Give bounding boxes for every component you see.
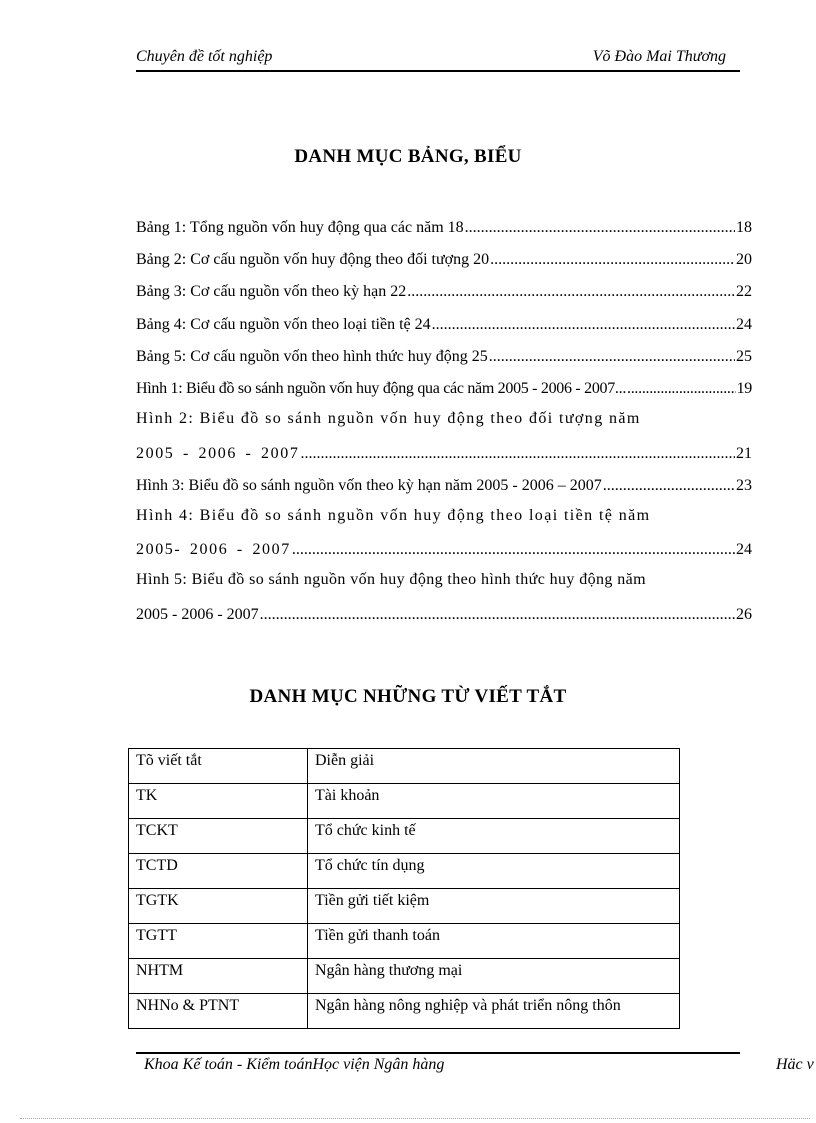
toc-leader xyxy=(603,476,735,496)
header-right-text: Võ Đào Mai Thương xyxy=(592,48,726,65)
table-cell-abbr: TK xyxy=(129,784,308,819)
toc-entry[interactable] xyxy=(136,216,752,238)
table-row xyxy=(129,889,680,924)
footer-right-text: Häc v xyxy=(776,1056,814,1073)
table-cell-abbr: TCKT xyxy=(129,819,308,854)
toc-entry-wrapped-line[interactable] xyxy=(136,570,752,592)
toc-entry-page: 22 xyxy=(736,283,752,300)
toc-entry-page: 21 xyxy=(736,445,752,462)
toc-leader xyxy=(490,250,735,270)
toc-entry[interactable] xyxy=(136,603,752,625)
table-cell-meaning: Ngân hàng thương mại xyxy=(308,959,680,994)
toc-entry[interactable] xyxy=(136,474,752,496)
toc-entry-page: 19 xyxy=(736,380,752,397)
table-cell-meaning: Tiền gửi tiết kiệm xyxy=(308,889,680,924)
toc-entry-text: 2005 - 2006 - 2007 xyxy=(136,606,259,623)
toc-entry-text: 2005- 2006 - 2007 xyxy=(136,541,291,558)
toc-entry[interactable] xyxy=(136,345,752,367)
toc-entry-text: Hình 3: Biểu đồ so sánh nguồn vốn theo kỳ hạn năm 2005 - 2006 – 2007 xyxy=(136,477,602,494)
toc-entry-text: Bảng 3: Cơ cấu nguồn vốn theo kỳ hạn 22 xyxy=(136,283,407,300)
toc-entry[interactable] xyxy=(136,313,752,335)
toc-entry-text: Hình 1: Biểu đồ so sánh nguồn vốn huy động qua các năm 2005 - 2006 - 2007... xyxy=(136,380,627,397)
footer-rule xyxy=(136,1052,740,1054)
table-row xyxy=(129,994,680,1029)
table-row xyxy=(129,854,680,889)
toc-entry-text-line1: Hình 2: Biểu đồ so sánh nguồn vốn huy động theo đối tượng năm xyxy=(136,410,641,427)
toc-leader xyxy=(292,540,735,560)
toc-leader xyxy=(260,605,735,625)
table-cell-meaning: Tổ chức tín dụng xyxy=(308,854,680,889)
abbreviations-table xyxy=(128,748,680,1029)
table-row xyxy=(129,924,680,959)
toc-entry-page: 26 xyxy=(736,606,752,623)
table-cell-abbr: NHTM xyxy=(129,959,308,994)
toc-entry-page: 18 xyxy=(736,219,752,236)
table-cell-meaning: Ngân hàng nông nghiệp và phát triển nông thôn xyxy=(308,994,680,1029)
table-header-row xyxy=(129,749,680,784)
table-header-cell: Diễn giải xyxy=(308,749,680,784)
table-cell-meaning: Tổ chức kinh tế xyxy=(308,819,680,854)
table-cell-abbr: TGTT xyxy=(129,924,308,959)
table-row xyxy=(129,784,680,819)
toc-leader xyxy=(300,444,735,464)
toc-entry-text: Bảng 4: Cơ cấu nguồn vốn theo loại tiền tệ 24 xyxy=(136,316,431,333)
toc-entry-page: 24 xyxy=(736,316,752,333)
toc-leader xyxy=(432,315,735,335)
toc-entry-text-line1: Hình 5: Biểu đồ so sánh nguồn vốn huy động theo hình thức huy động năm xyxy=(136,571,646,588)
toc-entry[interactable] xyxy=(136,538,752,560)
table-cell-meaning: Tiền gửi thanh toán xyxy=(308,924,680,959)
toc-entry-wrapped-line[interactable] xyxy=(136,506,752,528)
page-header xyxy=(136,48,740,72)
toc-entry-text: Bảng 1: Tổng nguồn vốn huy động qua các năm 18 xyxy=(136,219,464,236)
toc-entry-page: 23 xyxy=(736,477,752,494)
toc-leader xyxy=(489,347,735,367)
toc-entry-page: 25 xyxy=(736,348,752,365)
toc-entry-page: 20 xyxy=(736,251,752,268)
toc-entry-text-line1: Hình 4: Biểu đồ so sánh nguồn vốn huy động theo loại tiền tệ năm xyxy=(136,507,651,524)
toc-leader xyxy=(407,282,735,302)
toc-entry[interactable] xyxy=(136,280,752,302)
table-cell-abbr: TCTD xyxy=(129,854,308,889)
tables-list-title: DANH MỤC BẢNG, BIỂU xyxy=(294,146,522,167)
table-cell-abbr: NHNo & PTNT xyxy=(129,994,308,1029)
table-row xyxy=(129,819,680,854)
toc-entry-page: 24 xyxy=(736,541,752,558)
toc-entry[interactable] xyxy=(136,248,752,270)
table-cell-meaning: Tài khoản xyxy=(308,784,680,819)
toc-entry[interactable] xyxy=(136,442,752,464)
toc-leader xyxy=(627,379,736,399)
table-row xyxy=(129,959,680,994)
table-cell-abbr: TGTK xyxy=(129,889,308,924)
toc-entry[interactable] xyxy=(136,377,752,399)
toc-entry-text: 2005 - 2006 - 2007 xyxy=(136,445,300,462)
toc-entry-wrapped-line[interactable] xyxy=(136,409,752,431)
page-bottom-dotted-rule xyxy=(20,1118,810,1119)
footer-left-text: Khoa Kế toán - Kiểm toánHọc viện Ngân hàng xyxy=(144,1056,445,1073)
toc-entry-text: Bảng 5: Cơ cấu nguồn vốn theo hình thức huy động 25 xyxy=(136,348,488,365)
toc-entry-text: Bảng 2: Cơ cấu nguồn vốn huy động theo đối tượng 20 xyxy=(136,251,490,268)
abbreviations-title: DANH MỤC NHỮNG TỪ VIẾT TẮT xyxy=(249,686,567,707)
toc-leader xyxy=(465,218,735,238)
header-left-text: Chuyên đề tốt nghiệp xyxy=(136,48,273,65)
table-header-cell: Tõ viết tắt xyxy=(129,749,308,784)
